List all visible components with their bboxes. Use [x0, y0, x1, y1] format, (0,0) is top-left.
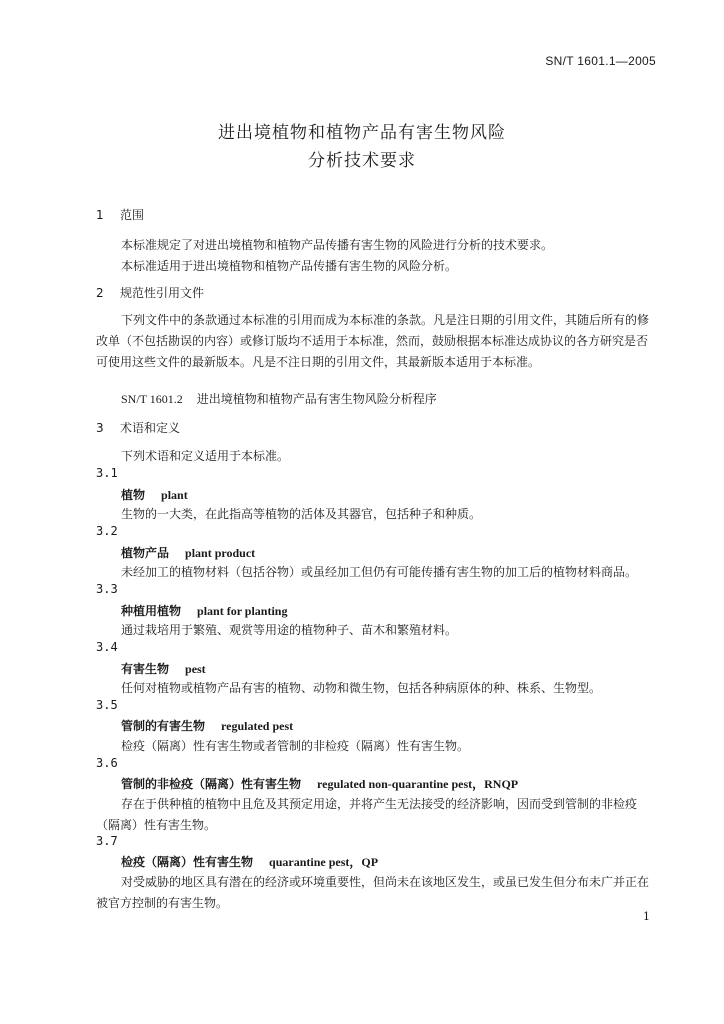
section-1-paragraph-1: 本标准规定了对进出境植物和植物产品传播有害生物的风险进行分析的技术要求。: [121, 238, 554, 252]
section-1-paragraph-2: 本标准适用于进出境植物和植物产品传播有害生物的风险分析。: [121, 259, 458, 273]
term-3-7: [121, 853, 378, 870]
document-title-line2: 分析技术要求: [308, 151, 416, 171]
definition-3-6: 存在于供种植的植物中且危及其预定用途，并将产生无法接受的经济影响，因而受到管制的非检疫（隔离）性有害生物。: [96, 797, 638, 832]
definition-3-2: 未经加工的植物材料（包括谷物）或虽经加工但仍有可能传播有害生物的加工后的植物材料商品。: [121, 565, 638, 579]
section-3-heading: [96, 419, 180, 436]
term-zh: 植物: [121, 488, 146, 502]
term-en: plant product: [185, 546, 256, 560]
section-title: 规范性引用文件: [120, 286, 205, 300]
term-zh: 有害生物: [121, 662, 170, 676]
section-2-heading: [96, 284, 204, 301]
term-en: plant for planting: [197, 604, 288, 618]
section-number: 3: [96, 421, 104, 435]
clause-number: 3.7: [96, 834, 118, 848]
term-3-3: [121, 602, 287, 619]
term-en: plant: [161, 488, 188, 502]
term-zh: 种植用植物: [121, 604, 182, 618]
term-en: quarantine pest，QP: [269, 855, 379, 869]
reference-code: SN/T 1601.2: [121, 392, 183, 406]
section-title: 术语和定义: [120, 421, 181, 435]
clause-number: 3.5: [96, 698, 118, 712]
term-3-2: [121, 544, 255, 561]
term-3-6: [121, 775, 518, 792]
term-3-5: [121, 717, 293, 734]
page-number: 1: [643, 910, 650, 923]
term-zh: 检疫（隔离）性有害生物: [121, 855, 254, 869]
term-zh: 管制的有害生物: [121, 719, 206, 733]
term-3-1: [121, 486, 188, 503]
section-number: 1: [96, 208, 104, 222]
term-en: regulated non-quarantine pest，RNQP: [317, 777, 519, 791]
section-3-intro: 下列术语和定义适用于本标准。: [121, 449, 290, 463]
document-title-line1: 进出境植物和植物产品有害生物风险: [218, 123, 506, 143]
term-en: pest: [185, 662, 206, 676]
definition-3-5: 检疫（隔离）性有害生物或者管制的非检疫（隔离）性有害生物。: [121, 739, 470, 753]
clause-number: 3.2: [96, 524, 118, 538]
reference-title: 进出境植物和植物产品有害生物风险分析程序: [196, 392, 437, 406]
clause-number: 3.3: [96, 582, 118, 596]
clause-number: 3.1: [96, 466, 118, 480]
standard-number: SN/T 1601.1—2005: [545, 54, 656, 68]
definition-3-7: 对受威胁的地区具有潜在的经济或环境重要性，但尚未在该地区发生，或虽已发生但分布未广并正在被官方控制的有害生物。: [96, 875, 650, 910]
section-2-paragraph: 下列文件中的条款通过本标准的引用而成为本标准的条款。凡是注日期的引用文件，其随后所有的修改单（不包括勘误的内容）或修订版均不适用于本标准，然而，鼓励根据本标准达成协议的各方研究是否可使用这些文件的最新版本。凡是不注日期的引用文件，其最新版本适用于本标准。: [96, 313, 650, 369]
term-zh: 植物产品: [121, 546, 170, 560]
term-en: regulated pest: [221, 719, 294, 733]
normative-reference: [121, 390, 437, 407]
section-1-heading: [96, 206, 144, 223]
section-number: 2: [96, 286, 104, 300]
clause-number: 3.6: [96, 756, 118, 770]
definition-3-1: 生物的一大类，在此指高等植物的活体及其器官，包括种子和种质。: [121, 507, 482, 521]
definition-3-3: 通过栽培用于繁殖、观赏等用途的植物种子、苗木和繁殖材料。: [121, 623, 458, 637]
definition-3-4: 任何对植物或植物产品有害的植物、动物和微生物，包括各种病原体的种、株系、生物型。: [121, 681, 602, 695]
term-3-4: [121, 660, 206, 677]
term-zh: 管制的非检疫（隔离）性有害生物: [121, 777, 302, 791]
section-title: 范围: [120, 208, 145, 222]
clause-number: 3.4: [96, 640, 118, 654]
